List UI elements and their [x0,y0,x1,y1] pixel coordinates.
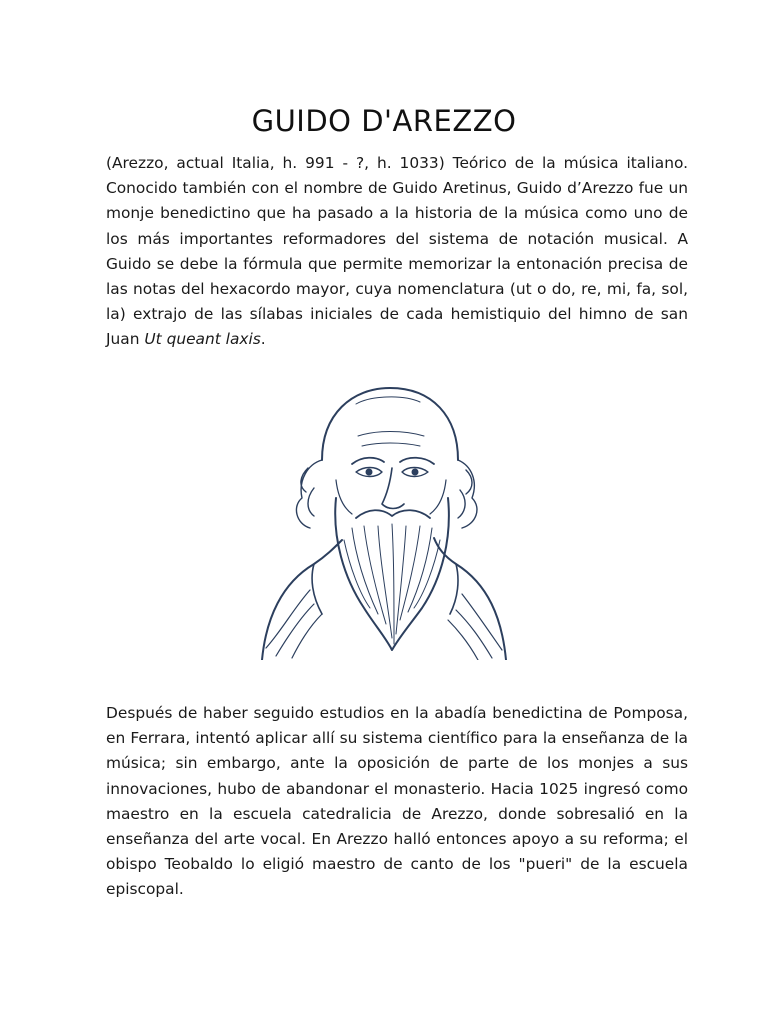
guido-portrait-image [252,368,516,660]
page-title: GUIDO D'AREZZO [251,104,517,138]
intro-text: (Arezzo, actual Italia, h. 991 - ?, h. 1033) Teórico de la música italiano. Conocido también con el nombre de Guido Aretinus, Guido d’Arezzo fue un monje benedictino que ha pasado a la historia de la música como uno de los más importantes reformadores del sistema de notación musical. A Guido se debe la fórmula que permite memorizar la entonación precisa de las notas del hexacordo mayor, cuya nomenclatura (ut o do, re, mi, fa, sol, la) extrajo de las sílabas iniciales de cada hemistiquio del himno de san Juan [106,154,688,349]
biography-paragraph: Después de haber seguido estudios en la abadía benedictina de Pomposa, en Ferrara, intentó aplicar allí su sistema científico para la enseñanza de la música; sin embargo, ante la oposición de parte de los monjes a sus innovaciones, hubo de abandonar el monasterio. Hacia 1025 ingresó como maestro en la escuela catedralicia de Arezzo, donde sobresalió en la enseñanza del arte vocal. En Arezzo halló entonces apoyo a su reforma; el obispo Teobaldo lo eligió maestro de canto de los "pueri" de la escuela episcopal. [106,704,688,899]
intro-paragraph [106,151,688,353]
hymn-title: Ut queant laxis [144,330,261,349]
intro-end: . [260,330,266,349]
